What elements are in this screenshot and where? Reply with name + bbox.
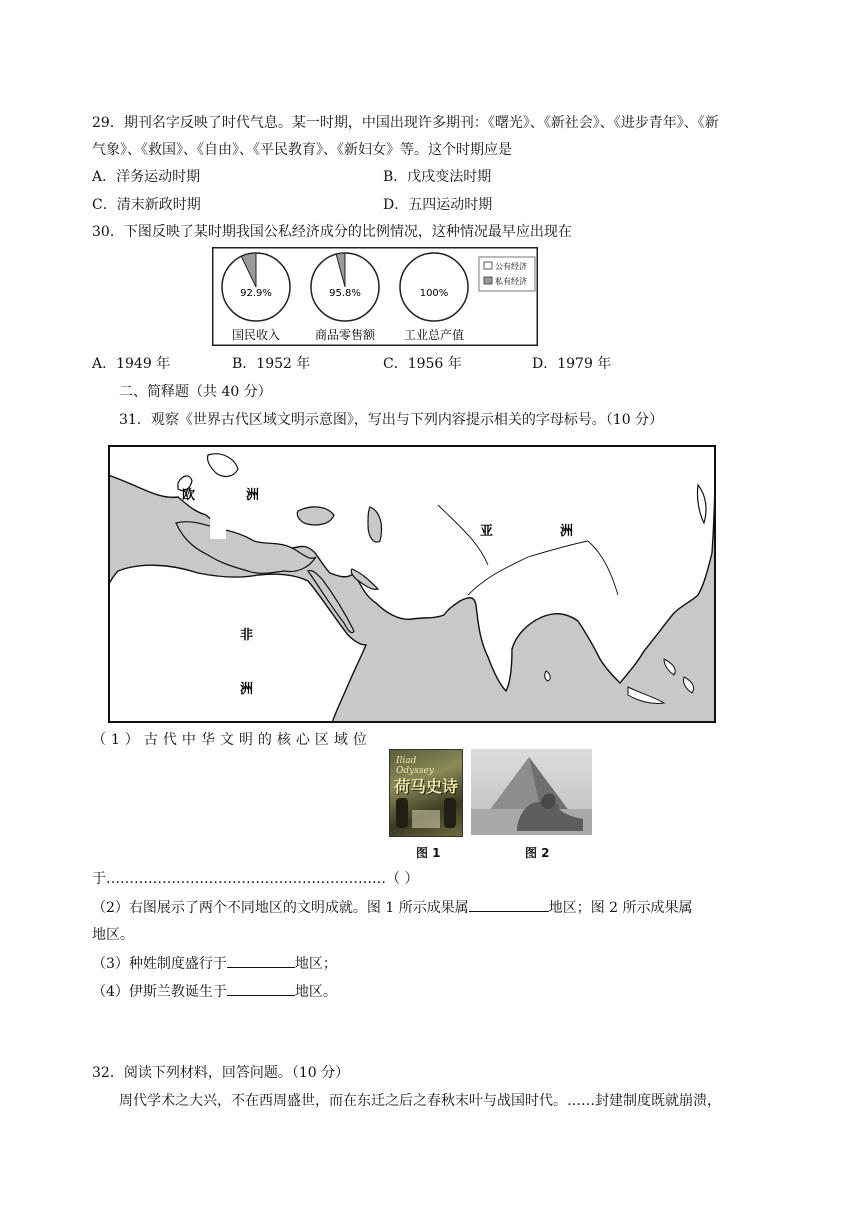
- pie-3-value-label: 100%: [419, 288, 449, 299]
- pie-2-value-label: 95.8%: [329, 288, 361, 299]
- figure-1-homer-epic-cover: Iliad Odyssey 荷马史诗: [389, 749, 463, 837]
- q31-sub4-text: （4）伊斯兰教诞生于: [92, 984, 227, 1000]
- q29-stem-line1: 29．期刊名字反映了时代气息。某一时期，中国出现许多期刊：《曙光》、《新社会》、《进步青年》、《新: [92, 115, 719, 131]
- q31-sub1-continued: 于……………………………………………………（ ）: [92, 871, 419, 887]
- pie-3-caption: 工业总产值: [403, 328, 465, 342]
- map-label-africa-2: 洲: [240, 682, 254, 697]
- map-label-europe-2: 洲: [246, 488, 260, 503]
- q30-option-b: B．1952 年: [232, 356, 311, 372]
- pie-chart-figure: [212, 247, 538, 346]
- q32-material: 周代学术之大兴，不在西周盛世，而在东迁之后之春秋末叶与战国时代。……封建制度既就崩溃，: [119, 1093, 721, 1109]
- world-map: [108, 445, 716, 723]
- q29-option-a: A．洋务运动时期: [92, 169, 201, 185]
- answer-blank-fig1[interactable]: [469, 897, 549, 912]
- pie-1-value-label: 92.9%: [240, 288, 272, 299]
- q31-stem: 31．观察《世界古代区域文明示意图》，写出与下列内容提示相关的字母标号。（10 分）: [119, 412, 664, 428]
- legend-label-public: 公有经济: [495, 262, 527, 271]
- q29-stem-line2: 气象》、《救国》、《自由》、《平民教育》、《新妇女》等。这个时期应是: [92, 142, 512, 158]
- figure-1-title: 荷马史诗: [393, 777, 458, 796]
- q31-sub2-text: （2）右图展示了两个不同地区的文明成就。图 1 所示成果属: [92, 900, 469, 916]
- map-label-europe-1: 欧: [182, 488, 196, 503]
- legend-swatch-private: [484, 277, 492, 284]
- q31-sub3-text: （3）种姓制度盛行于: [92, 956, 227, 972]
- chart-legend: [479, 257, 535, 291]
- pie-3-public-slice: [400, 253, 468, 321]
- q30-option-c: C．1956 年: [383, 356, 462, 372]
- q31-sub4-suffix: 地区。: [294, 984, 337, 1000]
- map-label-asia-2: 洲: [560, 524, 574, 539]
- q31-sub2-line1: [92, 897, 693, 918]
- q32-stem: 32．阅读下列材料，回答问题。（10 分）: [92, 1065, 350, 1081]
- q31-sub3-suffix: 地区；: [294, 956, 337, 972]
- q30-option-a: A．1949 年: [92, 356, 171, 372]
- q29-option-d: D．五四运动时期: [383, 197, 493, 213]
- figure-2-caption: 图 2: [525, 846, 550, 860]
- q31-sub2-mid: 地区；图 2 所示成果属: [548, 900, 693, 916]
- q29-option-b: B．戊戌变法时期: [383, 169, 492, 185]
- q30-option-d: D．1979 年: [532, 356, 612, 372]
- map-label-asia-1: 亚: [480, 524, 494, 539]
- pie-2-caption: 商品零售额: [314, 328, 376, 342]
- answer-blank-caste[interactable]: [227, 953, 295, 968]
- answer-blank-islam[interactable]: [227, 981, 295, 996]
- q30-stem: 30．下图反映了某时期我国公私经济成分的比例情况，这种情况最早应出现在: [92, 224, 572, 240]
- section-heading: 二、简释题（共 40 分）: [119, 384, 272, 400]
- map-label-africa-1: 非: [240, 628, 254, 643]
- q31-sub4: [92, 981, 337, 1002]
- q31-sub2-line2: 地区。: [92, 927, 134, 943]
- figure-1-caption: 图 1: [416, 846, 441, 860]
- figure-2-sphinx-pyramid: [471, 749, 592, 835]
- legend-swatch-public: [484, 262, 492, 269]
- pie-1-caption: 国民收入: [231, 328, 281, 342]
- q29-option-c: C．清末新政时期: [92, 197, 201, 213]
- q31-sub1-text: （1）古代中华文明的核心区域位: [92, 732, 372, 748]
- legend-label-private: 私有经济: [495, 277, 527, 286]
- q31-sub3: [92, 953, 337, 974]
